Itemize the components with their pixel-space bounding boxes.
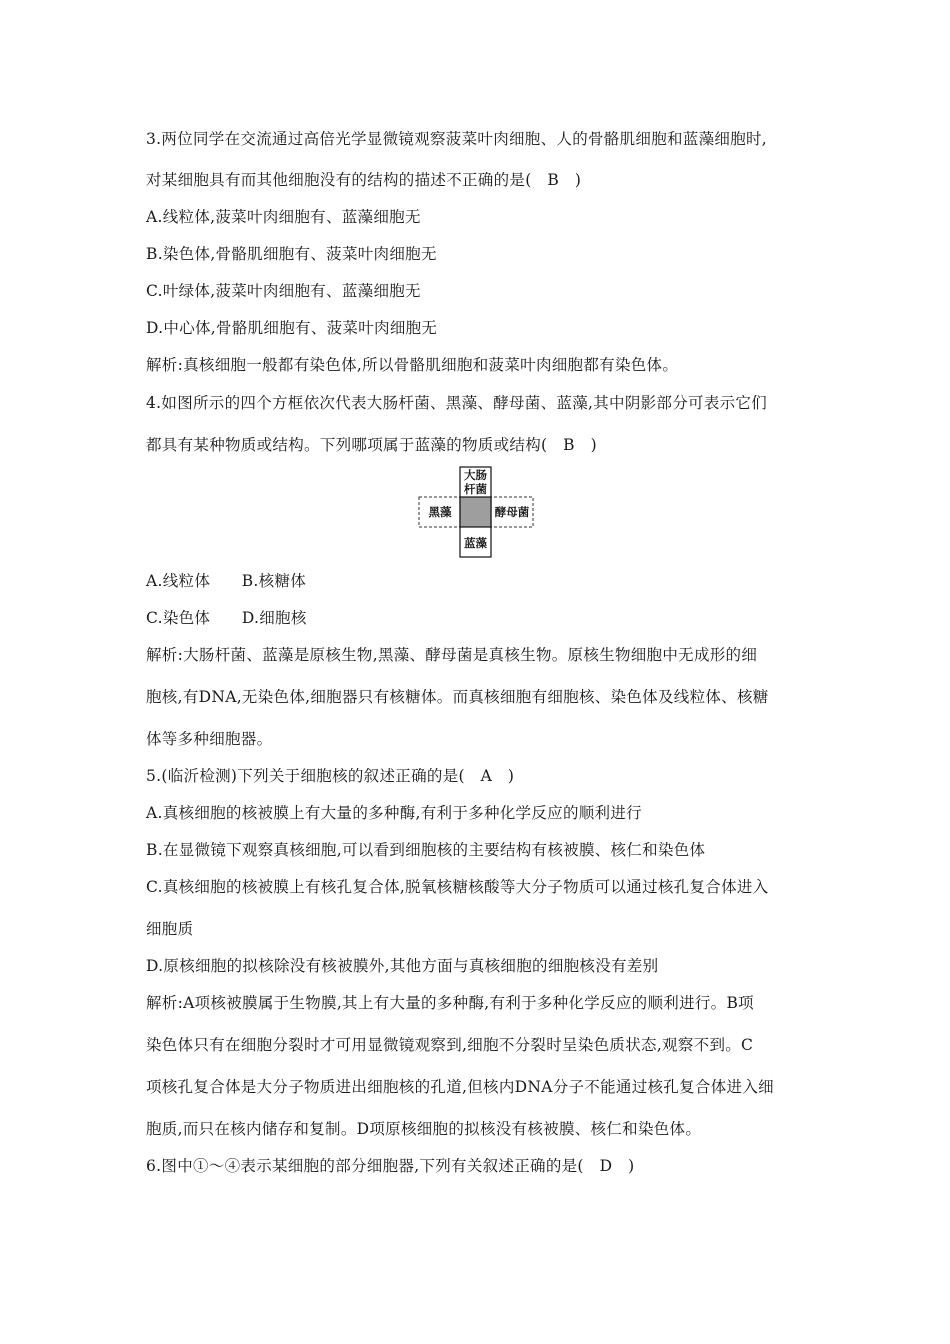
option-a: A.线粒体,菠菜叶肉细胞有、蓝藻细胞无 xyxy=(146,208,421,226)
option-d: D.中心体,骨骼肌细胞有、菠菜叶肉细胞无 xyxy=(146,319,438,337)
cell-comparison-diagram xyxy=(418,466,534,558)
question-3-line-2: 对某细胞具有而其他细胞没有的结构的描述不正确的是( B ) xyxy=(146,171,582,189)
option-5a: A.真核细胞的核被膜上有大量的多种酶,有利于多种化学反应的顺利进行 xyxy=(146,804,642,822)
option-c: C.叶绿体,菠菜叶肉细胞有、蓝藻细胞无 xyxy=(146,282,421,300)
analysis-4-line-1: 解析:大肠杆菌、蓝藻是原核生物,黑藻、酵母菌是真核生物。原核生物细胞中无成形的细 xyxy=(146,646,758,664)
option-5c-line-2: 细胞质 xyxy=(146,920,194,938)
label-e-coli-1: 大肠 xyxy=(464,468,487,482)
question-3-line-1: 3.两位同学在交流通过高倍光学显微镜观察菠菜叶肉细胞、人的骨骼肌细胞和蓝藻细胞时, xyxy=(146,130,768,148)
analysis-3: 解析:真核细胞一般都有染色体,所以骨骼肌细胞和菠菜叶肉细胞都有染色体。 xyxy=(146,356,679,374)
label-hydrilla: 黑藻 xyxy=(428,505,452,519)
label-yeast: 酵母菌 xyxy=(494,505,530,519)
option-b: B.染色体,骨骼肌细胞有、菠菜叶肉细胞无 xyxy=(146,245,437,263)
label-cyanobacteria: 蓝藻 xyxy=(464,536,487,550)
analysis-4-line-3: 体等多种细胞器。 xyxy=(146,730,273,748)
option-5b: B.在显微镜下观察真核细胞,可以看到细胞核的主要结构有核被膜、核仁和染色体 xyxy=(146,841,706,859)
question-4-line-2: 都具有某种物质或结构。下列哪项属于蓝藻的物质或结构( B ) xyxy=(146,436,597,454)
analysis-5-line-1: 解析:A项核被膜属于生物膜,其上有大量的多种酶,有利于多种化学反应的顺利进行。B项 xyxy=(146,994,754,1012)
analysis-5-line-3: 项核孔复合体是大分子物质进出细胞核的孔道,但核内DNA分子不能通过核孔复合体进入细 xyxy=(146,1078,774,1096)
question-5: 5.(临沂检测)下列关于细胞核的叙述正确的是( A ) xyxy=(146,767,515,785)
analysis-5-line-4: 胞质,而只在核内储存和复制。D项原核细胞的拟核没有核被膜、核仁和染色体。 xyxy=(146,1120,702,1138)
shaded-overlap xyxy=(460,497,491,527)
option-5d: D.原核细胞的拟核除没有核被膜外,其他方面与真核细胞的细胞核没有差别 xyxy=(146,957,659,975)
option-c-d: C.染色体 D.细胞核 xyxy=(146,609,307,627)
question-6: 6.图中①～④表示某细胞的部分细胞器,下列有关叙述正确的是( D ) xyxy=(146,1157,635,1175)
question-4-line-1: 4.如图所示的四个方框依次代表大肠杆菌、黑藻、酵母菌、蓝藻,其中阴影部分可表示它们 xyxy=(146,394,768,412)
option-5c-line-1: C.真核细胞的核被膜上有核孔复合体,脱氧核糖核酸等大分子物质可以通过核孔复合体进入 xyxy=(146,878,769,896)
label-e-coli-2: 杆菌 xyxy=(464,482,487,496)
analysis-4-line-2: 胞核,有DNA,无染色体,细胞器只有核糖体。而真核细胞有细胞核、染色体及线粒体、核糖 xyxy=(146,688,769,706)
option-a-b: A.线粒体 B.核糖体 xyxy=(146,572,307,590)
analysis-5-line-2: 染色体只有在细胞分裂时才可用显微镜观察到,细胞不分裂时呈染色质状态,观察不到。C xyxy=(146,1036,754,1054)
